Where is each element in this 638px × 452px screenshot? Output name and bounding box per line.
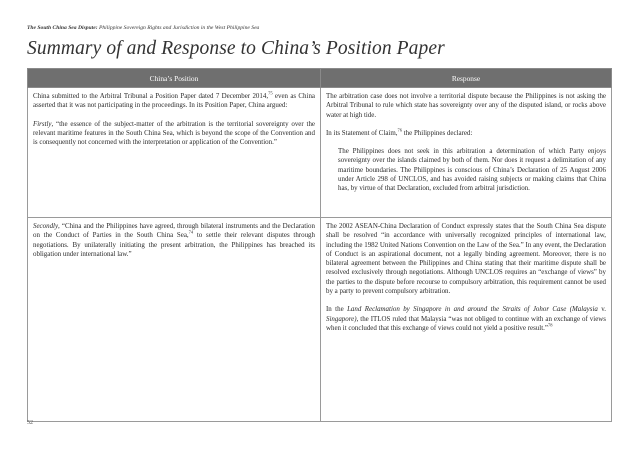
text: In its Statement of Claim, xyxy=(326,128,398,137)
header-chinas-position: China’s Position xyxy=(28,69,321,88)
position-response-table xyxy=(27,68,612,422)
table-header-row xyxy=(28,69,612,88)
footnote-ref: 75 xyxy=(268,90,273,96)
running-head xyxy=(27,25,259,31)
case-name: Singapore) xyxy=(326,314,357,323)
italic-lead: Firstly xyxy=(33,119,52,128)
case-name: Land Reclamation by Singapore in and around the Straits of Johor Case (Malaysia xyxy=(347,305,598,314)
running-head-rest: Philippine Sovereign Rights and Jurisdiction in the West Philippine Sea xyxy=(97,25,260,31)
footnote-ref: 74 xyxy=(188,229,194,235)
paragraph xyxy=(33,92,315,111)
text: the Philippines declared: xyxy=(402,128,473,137)
italic-lead: Secondly xyxy=(33,222,59,230)
text: v. xyxy=(597,305,606,314)
china-position-cell xyxy=(28,218,321,422)
paragraph: The arbitration case does not involve a territorial dispute because the Philippines is not asking the Arbitral Tribunal to rule which state has sovereignty over any of the disputed island, or rocks above water at high tide. xyxy=(326,92,606,119)
text: In the xyxy=(326,305,348,314)
response-cell xyxy=(321,218,612,422)
footnote-ref: 76 xyxy=(397,127,402,133)
page-title: Summary of and Response to China’s Position Paper xyxy=(27,38,445,59)
footnote-ref: 78 xyxy=(547,322,553,328)
block-quote: The Philippines does not seek in this arbitration a determination of which Party enjoys sovereignty over the islands claimed by both of them. Nor does it request a delimitation of any maritime boundaries. The Philippines is conscious of China’s Declaration of 25 August 2006 under Article 298 of UNCLOS, and has avoided raising subjects or making claims that China has, by virtue of that Declaration, excluded from arbitral jurisdiction. xyxy=(338,147,606,193)
text: China submitted to the Arbitral Tribunal a Position Paper dated 7 December 2014, xyxy=(33,92,269,100)
text: even as China asserted that it was not participating in the proceedings. In its Position Paper, China argued: xyxy=(33,92,315,110)
china-position-cell xyxy=(28,88,321,218)
page-number: 52 xyxy=(27,420,33,426)
text: , the ITLOS ruled that Malaysia “was not obliged to continue with an exchange of views when it concluded that this exchange of views could not yield a positive result.” xyxy=(326,314,606,332)
table-row xyxy=(28,88,612,218)
paragraph xyxy=(33,222,315,259)
paragraph xyxy=(326,129,606,138)
text: , “China and the Philippines have agreed, through bilateral instruments and the Declaration on the Conduct of Parties in the South China Sea, xyxy=(33,222,315,240)
text: to settle their relevant disputes through negotiations. By unilaterally initiating the present arbitration, the Philippines has breached its obligation under international law.” xyxy=(33,231,315,258)
text: , “the essence of the subject-matter of the arbitration is the territorial sovereignty over the relevant maritime features in the South China Sea, which is beyond the scope of the Convention and is consequently not concerned with the interpretation or application of the Convention.” xyxy=(33,119,315,147)
table-row xyxy=(28,218,612,422)
paragraph: The 2002 ASEAN-China Declaration of Conduct expressly states that the South China Sea dispute shall be resolved “in accordance with universally recognized principles of international law, including the 1982 United Nations Convention on the Law of the Sea.” In any event, the Declaration of Conduct is an aspirational document, not a legally binding agreement. Moreover, there is no bilateral agreement between the Philippines and China stating that their maritime dispute shall be resolved exclusively through negotiations. Although UNCLOS requires an “exchange of views” by the parties to the dispute before recourse to compulsory arbitration, this requirement cannot be used by a party to prevent compulsory arbitration. xyxy=(326,222,606,296)
response-cell xyxy=(321,88,612,218)
header-response: Response xyxy=(321,69,612,88)
paragraph xyxy=(326,305,606,333)
paragraph xyxy=(33,120,315,148)
running-head-bold: The South China Sea Dispute: xyxy=(27,25,98,31)
